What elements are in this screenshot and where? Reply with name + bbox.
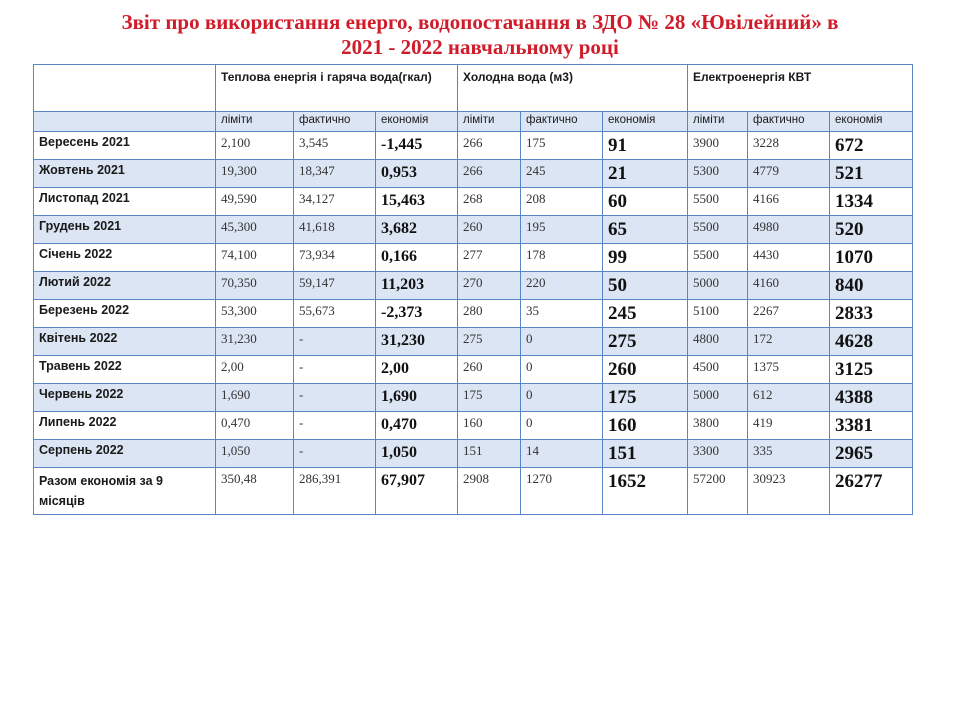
heat-actual-cell: - [294, 356, 376, 384]
water-economy-cell: 1652 [603, 468, 688, 515]
table-row [34, 440, 913, 468]
elec-limits-cell: 3800 [688, 412, 748, 440]
elec-actual-cell: 4166 [748, 188, 830, 216]
water-actual-cell: 195 [521, 216, 603, 244]
elec-economy-cell: 521 [830, 160, 913, 188]
water-limits-cell: 266 [458, 132, 521, 160]
total-row [34, 468, 913, 515]
table-row [34, 328, 913, 356]
water-limits-cell: 268 [458, 188, 521, 216]
heat-group-header: Теплова енергія і гаряча вода(гкал) [216, 65, 458, 112]
elec-economy-cell: 2833 [830, 300, 913, 328]
water-actual-cell: 1270 [521, 468, 603, 515]
elec-actual-cell: 4980 [748, 216, 830, 244]
water-actual-cell: 208 [521, 188, 603, 216]
elec-limits-cell: 3900 [688, 132, 748, 160]
heat-limits-cell: 2,100 [216, 132, 294, 160]
month-cell: Серпень 2022 [34, 440, 216, 468]
water-economy-header: економія [603, 112, 688, 132]
heat-economy-cell: -1,445 [376, 132, 458, 160]
elec-actual-cell: 4160 [748, 272, 830, 300]
total-label: Разом економія за 9 місяців [34, 468, 216, 515]
heat-actual-cell: 41,618 [294, 216, 376, 244]
month-cell: Грудень 2021 [34, 216, 216, 244]
heat-limits-cell: 53,300 [216, 300, 294, 328]
heat-actual-cell: - [294, 440, 376, 468]
heat-limits-cell: 2,00 [216, 356, 294, 384]
elec-limits-cell: 5100 [688, 300, 748, 328]
water-economy-cell: 245 [603, 300, 688, 328]
elec-actual-cell: 172 [748, 328, 830, 356]
water-economy-cell: 21 [603, 160, 688, 188]
water-economy-cell: 50 [603, 272, 688, 300]
water-economy-cell: 99 [603, 244, 688, 272]
elec-economy-cell: 2965 [830, 440, 913, 468]
heat-economy-cell: 0,953 [376, 160, 458, 188]
heat-limits-cell: 49,590 [216, 188, 294, 216]
water-limits-cell: 260 [458, 356, 521, 384]
water-economy-cell: 60 [603, 188, 688, 216]
heat-economy-cell: 67,907 [376, 468, 458, 515]
elec-economy-cell: 3125 [830, 356, 913, 384]
heat-limits-cell: 0,470 [216, 412, 294, 440]
heat-actual-cell: - [294, 328, 376, 356]
heat-limits-cell: 74,100 [216, 244, 294, 272]
water-limits-cell: 275 [458, 328, 521, 356]
heat-economy-cell: 1,050 [376, 440, 458, 468]
elec-economy-header: економія [830, 112, 913, 132]
heat-actual-cell: 18,347 [294, 160, 376, 188]
heat-limits-cell: 1,690 [216, 384, 294, 412]
water-limits-cell: 270 [458, 272, 521, 300]
table-row [34, 412, 913, 440]
heat-economy-cell: 15,463 [376, 188, 458, 216]
elec-limits-cell: 57200 [688, 468, 748, 515]
water-limits-cell: 277 [458, 244, 521, 272]
month-cell: Березень 2022 [34, 300, 216, 328]
elec-limits-cell: 5500 [688, 244, 748, 272]
table-row [34, 160, 913, 188]
corner-cell [34, 65, 216, 112]
table-row [34, 132, 913, 160]
heat-actual-header: фактично [294, 112, 376, 132]
water-actual-cell: 35 [521, 300, 603, 328]
heat-limits-cell: 31,230 [216, 328, 294, 356]
heat-economy-cell: 0,166 [376, 244, 458, 272]
elec-economy-cell: 1070 [830, 244, 913, 272]
month-cell: Травень 2022 [34, 356, 216, 384]
elec-limits-cell: 5500 [688, 188, 748, 216]
elec-actual-cell: 419 [748, 412, 830, 440]
elec-economy-cell: 4388 [830, 384, 913, 412]
heat-limits-cell: 350,48 [216, 468, 294, 515]
elec-limits-cell: 5500 [688, 216, 748, 244]
elec-economy-cell: 1334 [830, 188, 913, 216]
water-economy-cell: 260 [603, 356, 688, 384]
month-cell: Листопад 2021 [34, 188, 216, 216]
report-title-line-2: 2021 - 2022 навчальному році [341, 35, 619, 59]
usage-table [33, 64, 913, 515]
water-economy-cell: 151 [603, 440, 688, 468]
month-cell: Липень 2022 [34, 412, 216, 440]
water-actual-cell: 175 [521, 132, 603, 160]
report-title [0, 10, 960, 60]
water-limits-cell: 160 [458, 412, 521, 440]
elec-actual-cell: 4779 [748, 160, 830, 188]
heat-actual-cell: 55,673 [294, 300, 376, 328]
elec-limits-cell: 4800 [688, 328, 748, 356]
table-row [34, 216, 913, 244]
water-limits-cell: 151 [458, 440, 521, 468]
water-economy-cell: 175 [603, 384, 688, 412]
month-cell: Січень 2022 [34, 244, 216, 272]
table-row [34, 356, 913, 384]
water-actual-cell: 245 [521, 160, 603, 188]
elec-limits-cell: 4500 [688, 356, 748, 384]
heat-limits-header: ліміти [216, 112, 294, 132]
water-actual-cell: 0 [521, 412, 603, 440]
water-limits-header: ліміти [458, 112, 521, 132]
table-row [34, 188, 913, 216]
group-header-row [34, 65, 913, 112]
elec-economy-cell: 520 [830, 216, 913, 244]
elec-limits-header: ліміти [688, 112, 748, 132]
elec-actual-cell: 30923 [748, 468, 830, 515]
water-actual-cell: 0 [521, 328, 603, 356]
heat-actual-cell: 34,127 [294, 188, 376, 216]
elec-actual-cell: 612 [748, 384, 830, 412]
elec-limits-cell: 3300 [688, 440, 748, 468]
water-limits-cell: 2908 [458, 468, 521, 515]
heat-actual-cell: 286,391 [294, 468, 376, 515]
water-economy-cell: 275 [603, 328, 688, 356]
heat-economy-cell: 3,682 [376, 216, 458, 244]
electricity-group-header: Електроенергія КВТ [688, 65, 913, 112]
elec-economy-cell: 840 [830, 272, 913, 300]
heat-limits-cell: 1,050 [216, 440, 294, 468]
heat-limits-cell: 70,350 [216, 272, 294, 300]
table-row [34, 272, 913, 300]
elec-actual-header: фактично [748, 112, 830, 132]
elec-actual-cell: 335 [748, 440, 830, 468]
heat-actual-cell: 3,545 [294, 132, 376, 160]
water-limits-cell: 175 [458, 384, 521, 412]
water-actual-header: фактично [521, 112, 603, 132]
elec-actual-cell: 3228 [748, 132, 830, 160]
elec-limits-cell: 5000 [688, 272, 748, 300]
month-cell: Вересень 2021 [34, 132, 216, 160]
month-cell: Червень 2022 [34, 384, 216, 412]
month-cell: Квітень 2022 [34, 328, 216, 356]
elec-actual-cell: 2267 [748, 300, 830, 328]
water-actual-cell: 14 [521, 440, 603, 468]
water-economy-cell: 91 [603, 132, 688, 160]
table-row [34, 384, 913, 412]
table-row [34, 244, 913, 272]
elec-economy-cell: 26277 [830, 468, 913, 515]
report-title-line-1: Звіт про використання енерго, водопостачання в ЗДО № 28 «Ювілейний» в [121, 10, 839, 34]
heat-economy-cell: 1,690 [376, 384, 458, 412]
heat-economy-cell: 31,230 [376, 328, 458, 356]
elec-economy-cell: 672 [830, 132, 913, 160]
heat-actual-cell: 73,934 [294, 244, 376, 272]
water-group-header: Холодна вода (м3) [458, 65, 688, 112]
water-economy-cell: 160 [603, 412, 688, 440]
water-limits-cell: 266 [458, 160, 521, 188]
subheader-blank [34, 112, 216, 132]
water-actual-cell: 0 [521, 384, 603, 412]
subheader-row [34, 112, 913, 132]
heat-actual-cell: - [294, 412, 376, 440]
heat-actual-cell: 59,147 [294, 272, 376, 300]
elec-limits-cell: 5300 [688, 160, 748, 188]
heat-limits-cell: 19,300 [216, 160, 294, 188]
water-limits-cell: 280 [458, 300, 521, 328]
heat-economy-cell: 0,470 [376, 412, 458, 440]
heat-economy-header: економія [376, 112, 458, 132]
heat-limits-cell: 45,300 [216, 216, 294, 244]
water-economy-cell: 65 [603, 216, 688, 244]
elec-limits-cell: 5000 [688, 384, 748, 412]
water-actual-cell: 0 [521, 356, 603, 384]
month-cell: Лютий 2022 [34, 272, 216, 300]
table-row [34, 300, 913, 328]
heat-economy-cell: 11,203 [376, 272, 458, 300]
elec-economy-cell: 3381 [830, 412, 913, 440]
heat-economy-cell: -2,373 [376, 300, 458, 328]
water-actual-cell: 178 [521, 244, 603, 272]
elec-actual-cell: 4430 [748, 244, 830, 272]
month-cell: Жовтень 2021 [34, 160, 216, 188]
water-limits-cell: 260 [458, 216, 521, 244]
water-actual-cell: 220 [521, 272, 603, 300]
heat-economy-cell: 2,00 [376, 356, 458, 384]
elec-actual-cell: 1375 [748, 356, 830, 384]
heat-actual-cell: - [294, 384, 376, 412]
elec-economy-cell: 4628 [830, 328, 913, 356]
